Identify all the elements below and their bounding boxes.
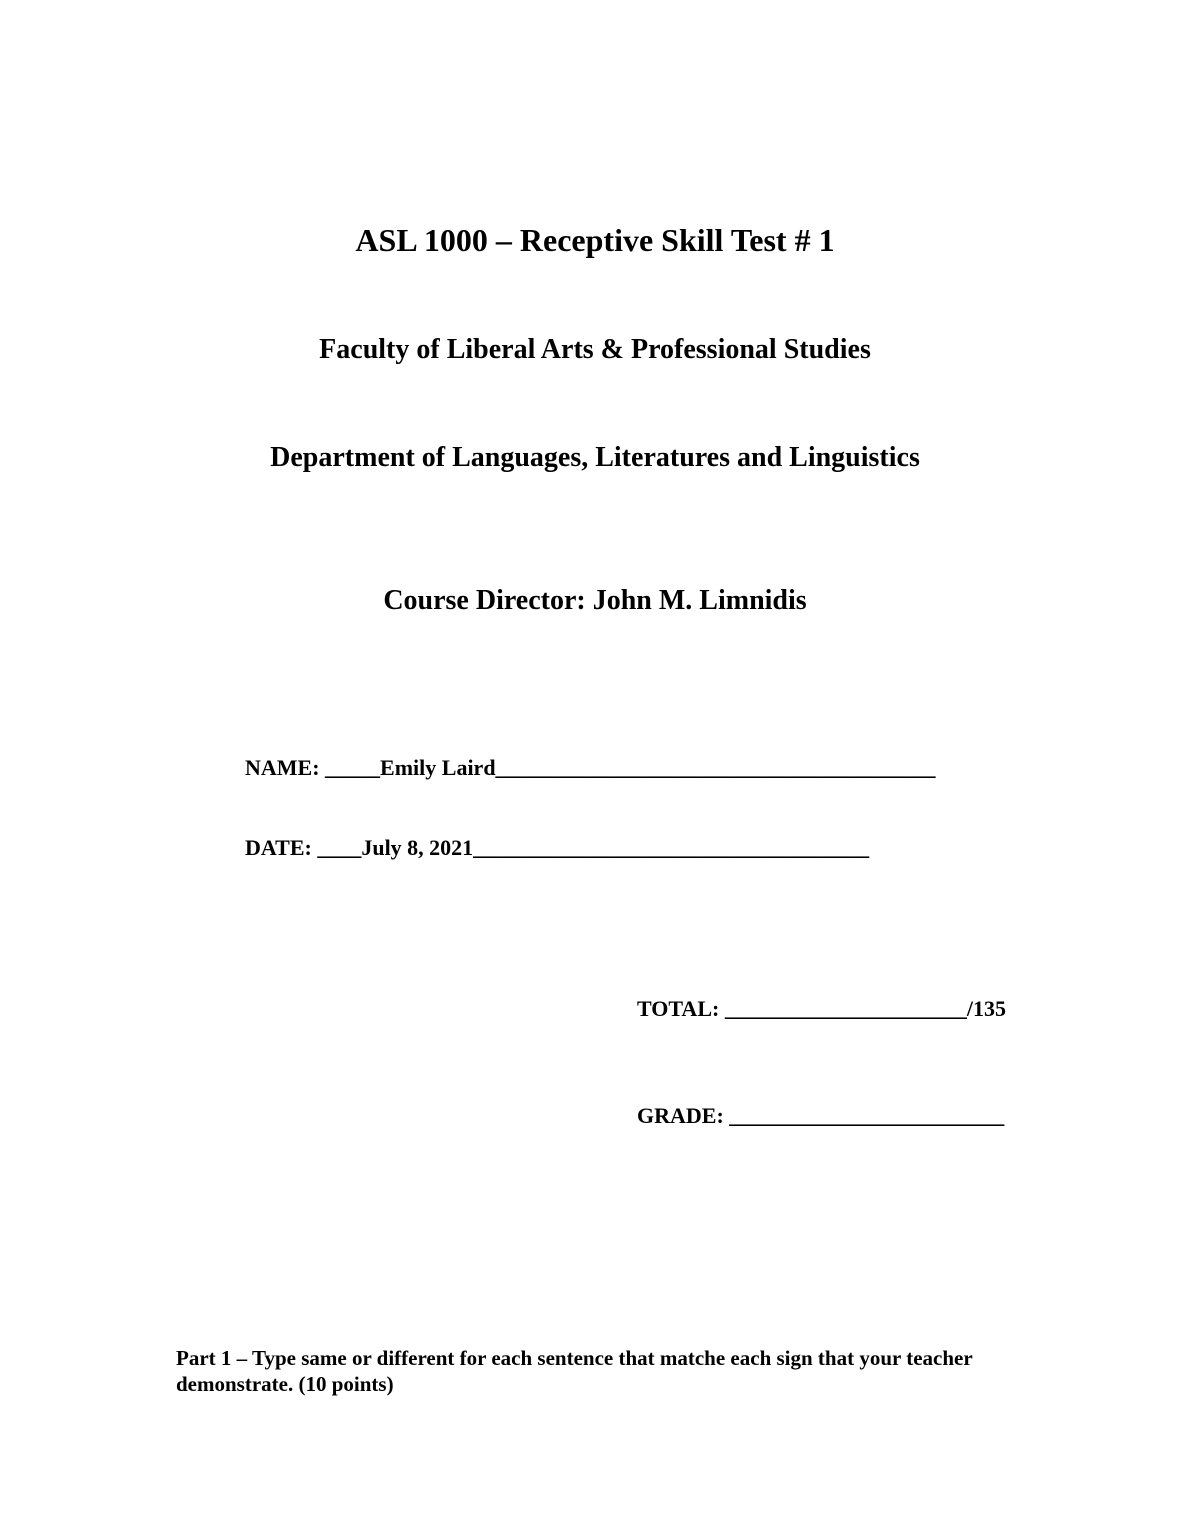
grade-field xyxy=(637,1103,1004,1129)
total-label: TOTAL: xyxy=(637,996,725,1021)
name-field xyxy=(245,755,936,781)
part1-instructions: Part 1 – Type same or different for each sentence that matche each sign that your teacher demonstrate. (10 points) xyxy=(176,1346,973,1396)
total-value: ______________________/135 xyxy=(724,996,1006,1021)
test-title: ASL 1000 – Receptive Skill Test # 1 xyxy=(355,222,835,258)
grade-value: _________________________ xyxy=(729,1103,1005,1128)
date-value: ____July 8, 2021____________________________________ xyxy=(317,835,870,860)
date-field xyxy=(245,835,869,861)
name-label: NAME: xyxy=(245,755,326,780)
course-director: Course Director: John M. Limnidis xyxy=(383,585,807,616)
department-name: Department of Languages, Literatures and Linguistics xyxy=(270,442,920,473)
grade-label: GRADE: xyxy=(637,1103,730,1128)
date-label: DATE: xyxy=(245,835,318,860)
name-value: _____Emily Laird________________________________________ xyxy=(325,755,936,780)
faculty-name: Faculty of Liberal Arts & Professional Studies xyxy=(319,334,871,365)
total-field xyxy=(637,996,1006,1022)
